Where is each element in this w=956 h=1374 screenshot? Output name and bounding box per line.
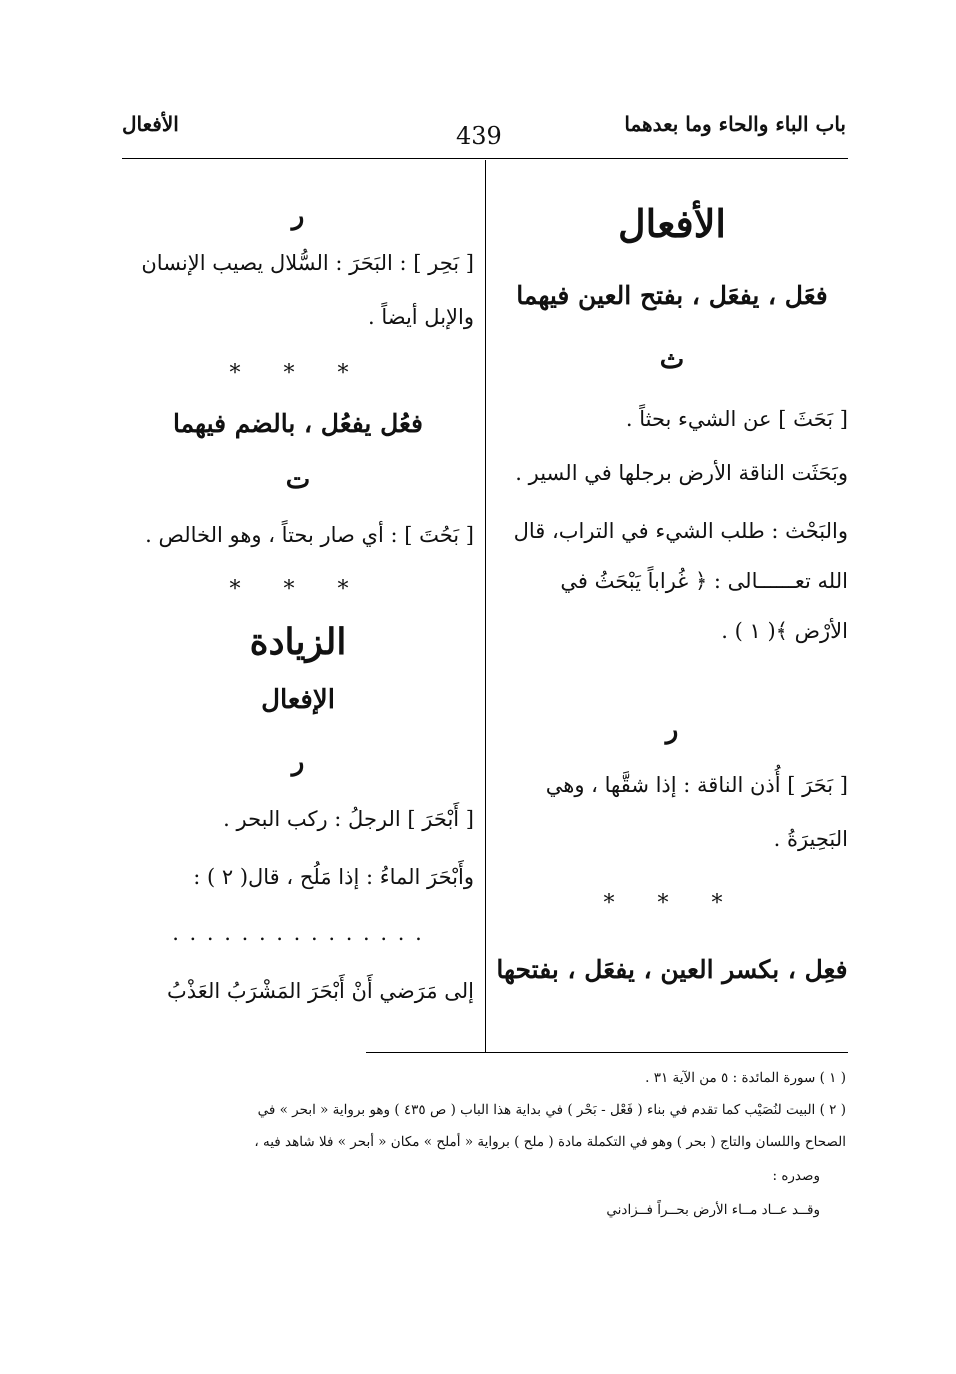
- entry-text: الأرْض ﴾( ١ ) .: [721, 619, 848, 643]
- entry-text: [ بَحِر ] : البَحَرَ : السُّلال يصيب الإنسان: [141, 251, 474, 275]
- verse-line: إلى مَرَضي أَنْ أَبْحَرَ المَشْرَبُ العَذْبُ: [167, 979, 474, 1003]
- footnote-1: ( ١ ) سورة المائدة : ٥ من الآية ٣١ .: [645, 1070, 846, 1086]
- section-heading: الإفعال: [261, 685, 335, 715]
- section-heading: فعِل ، بكسر العين ، يفعَل ، بفتحها: [496, 955, 848, 984]
- footnote-verse: وقــد عــاد مــاء الأرض بحــراً فــزادني: [606, 1202, 820, 1218]
- entry-text: والإبل أيضاً .: [367, 305, 474, 329]
- entry-text: والبَحْث : طلب الشيء في التراب، قال: [513, 519, 848, 543]
- section-heading: فعُل يفعُل ، بالضم فيهما: [172, 409, 424, 438]
- root-letter: ث: [659, 345, 685, 375]
- entry-text: [ بَحَثَ ] عن الشيء بحثاً .: [625, 407, 848, 431]
- root-letter: ت: [285, 465, 311, 495]
- root-letter: ر: [291, 201, 305, 231]
- verse-ellipsis: . . . . . . . . . . . . . . .: [172, 921, 424, 945]
- entry-text: وأَبْحَرَ الماءُ : إذا مَلُح ، قال( ٢ ) :: [193, 865, 474, 889]
- right-column: [496, 160, 848, 994]
- running-header-chapter: باب الباء والحاء وما بعدهما: [624, 112, 846, 136]
- entry-text: البَحِيرَةُ .: [773, 827, 848, 851]
- root-letter: ر: [665, 715, 679, 745]
- section-title: الأفعال: [618, 201, 726, 246]
- footnote-rule: [366, 1052, 848, 1053]
- footnote-2-cont: وصدره :: [772, 1168, 820, 1184]
- entry-text: [ بَحُتَ ] : أي صار بحتاً ، وهو الخالص .: [145, 523, 474, 547]
- section-separator: * * *: [229, 361, 367, 386]
- footnote-2-cont: الصحاح واللسان والتاج ( بحر ) وهو في التكملة مادة ( ملح ) برواية « أملح » مكان « أبحر » فلا شاهد فيه ،: [254, 1134, 846, 1150]
- entry-text: الله تعــــــالى : ﴿ غُراباً يَبْحَثُ في: [560, 569, 848, 593]
- section-separator: * * *: [229, 577, 367, 602]
- root-letter: ر: [291, 747, 305, 777]
- column-divider: [485, 160, 486, 1052]
- section-heading: فعَل ، يفعَل ، بفتح العين فيهما: [516, 281, 828, 310]
- entry-text: [ بَحَرَ ] أُذن الناقة : إذا شقَّها ، وهي: [545, 773, 848, 797]
- left-column: [122, 160, 474, 1014]
- section-title: الزيادة: [249, 621, 347, 663]
- entry-text: وبَحَثَت الناقة الأرض برجلها في السير .: [515, 461, 848, 485]
- footnote-2: ( ٢ ) البيت لنُصَيْب كما تقدم في بناء ( فَعْل - بَحْر ) في بداية هذا الباب ( ص ٤٣٥ ) وهو برواية « ابحر » في: [257, 1102, 846, 1118]
- page-number: 439: [456, 122, 502, 150]
- entry-text: [ أَبْحَرَ ] الرجلُ : ركب البحر .: [223, 807, 474, 831]
- header-rule: [122, 158, 848, 159]
- running-header-section: الأفعال: [122, 112, 179, 136]
- section-separator: * * *: [603, 891, 741, 916]
